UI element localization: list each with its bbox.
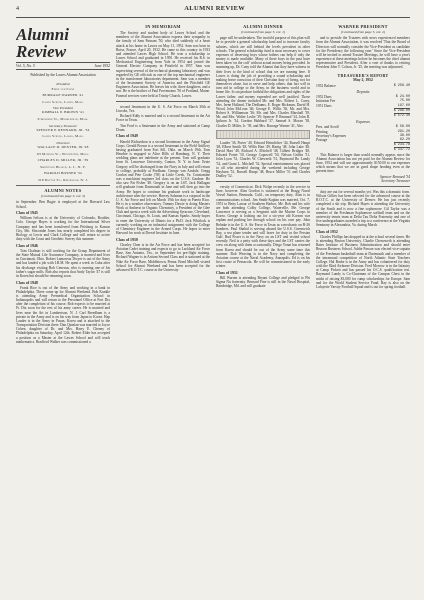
officer-name: WALLACE D. DEXTER, JR '28 [37, 144, 89, 149]
row-label: 1951 Dues [316, 103, 332, 108]
page-number: 4 [16, 6, 20, 12]
alumni-notes-title: ALUMNI NOTES [44, 188, 82, 194]
class-notes [216, 271, 310, 289]
class-note-text: William Ivilson is at the University of Colorado, Boulder, Colo. George Hayes is working for the International Silver Company and has been transferred from Pittsburg to Kansas City, Mo. Slocombe Jones has nearly completed his degree in Biology at Lewis and Clark College and will return to active duty with the Coast and Geodetic Survey this summer. [16, 216, 110, 242]
officer-entry [16, 152, 110, 156]
officers-list [16, 82, 110, 182]
officer-name: 218 Dayton St., Ridgewood, N. J. [37, 177, 89, 182]
officer-entry [16, 117, 110, 121]
officer-name: Eddie von Cline [51, 86, 75, 91]
continued-note: (Continued from page 5, col. 2) [340, 30, 386, 35]
officer-entry [16, 106, 110, 114]
memoriam-title: IN MEMORIAM [145, 24, 181, 29]
divider [16, 185, 110, 186]
issue-date: June 1952 [94, 64, 110, 68]
officer-role: Vice President [52, 106, 74, 111]
row-amount: 291.20 [397, 129, 410, 134]
row-amount: 197.00 [397, 103, 410, 108]
signature: Spencer Rennard '34 Secretary-Treasurer [380, 174, 410, 183]
officer-role: President [56, 82, 70, 87]
officer-entry [16, 134, 110, 138]
officer-name: Lawes School, Lawes, Mass. [42, 134, 84, 139]
volume: Vol. 5, No. 5 [16, 64, 35, 68]
row-amount: 38.00 [399, 133, 410, 138]
officer-entry [16, 178, 110, 182]
class-heading: Class of 1950 [116, 237, 138, 242]
officer-name: CHARLES D. MILLER, JR. '39 [37, 158, 89, 163]
class-note-text: Tom Chalmac is still working for the Group Department of the State Mutual Life Assurance Company, is married and lives in Cincinnati, Ohio. Robert Lamoreux Dwyer is out of the Army and has landed a job with I.B.M. He spent a week in Cuba after his discharge visiting Bob Cenerun, who is running one of his father's sugar mills. Bob also reports that Andy Taylor '47 is still in Korea but should be returning soon. [16, 248, 110, 278]
volume-line [16, 62, 110, 70]
officer-entry [16, 93, 110, 97]
column-1 [16, 22, 110, 600]
officer-entry [16, 124, 110, 132]
report-row [316, 113, 410, 118]
dinner-text: page will be undertaken. The twofold purpose of this plan will be to provide a general scholarship fund and to increase faculty salaries, which are still behind the levels prevalent in other schools. The general scholarship fund is most necessary to cover expenses of deserving boys whose fathers can help if only the money is made available. Many of these boys in the past have been taken 'on the cuff' without actual money being provided. In summing up, Dr. Cuny told the Alumni that they have witness in their lives to the kind of school that we are running here. If Lawes is doing the job of providing a sound scholarship and making brave conscious of their Christian duty of living, not for themselves alone, but to serve and help others, that fact will in turn aid in college to the Army, in the business world and in home life. It can produce faithful the obligations and rights of the Lawes father, and money expended are well justified. Those attending the dinner included Mr. and Mrs. Robert L. Carey, Mrs. Irene Holland, The Dedhams, E. Roger Hickman, David H. Wood, John McLean '46; George E. Willis '36, Mr. and Mrs. Robert S. Williamson '36; Mr. and Mrs. Charles Marshall '39, Mr. and Mrs. Walter Leslie '39; Spencer P. Rennard '34, John R. Ipthorn Jr. '34, Gordon Hubbard '37, Samuel S. Moran '38, Charles D. Miller, Jr. '39, and Mrs. Burrage Warner '41, Alec [216, 36, 310, 128]
report-subheading: Expenses [356, 120, 370, 125]
class-heading: Class of 1951 [216, 270, 238, 275]
class-note-text: Harold Richardson is a second lieutenant in the Army Signal Corps. Gerald Brown is a second lieutenant in the Field Artillery having graduated from Fort Sill, Okla. on March 19th. Tom Hendrie is engaged to Alice Hills of Hamburg, N. Y. Their wedding plans are indefinite at the present. Tom will graduate from St. Lawrence University, Canton, N. Y. in June. Ernie Gregory will be discharged from the Navy in July and will return to college, probably at Fordham. George van Arsdale, Gregg Conlon and Pete Cooke ('50) at Little Creek, Va. Constantine was a machinist engineer 3rd class on the U.S.S. Gardner. He also saw Pat Fisher '48. Gregory is on an LST. Jack Hallagan will graduate from Dartmouth in June and will then go into the Army. He hopes to continue his graduate work in landscape architecture after the service. Harvey Salsman is a corporal in the U. S. Air Force and left on March 19th for duty in Puerto Rico. He is in a weather observatory. Tommy Dawie is doing Masters Work at Amherst in Organic Chemistry, a President of the Glee Club and spent a week with the Advertising Syracuse, Cleveland, Cincinnati, Chicago, St. Louis, and Kansas Sparks. Sandy hopes to enter the University of Illinois for a Ph.D. Jack Whitlock is currently working on an industrial assignment with the College of Chemistry Engineer in the Armed Corps. He hopes to enter Harvard for work at Drexel Institute in June. [116, 139, 210, 236]
divider [216, 181, 310, 182]
row-label: 1952 Dues [316, 95, 332, 100]
report-row [316, 84, 410, 88]
class-heading: Class of 1946 [16, 243, 38, 248]
class-notes [316, 230, 410, 289]
row-amount: 82.20 [399, 138, 410, 143]
row-amount: $ 572.30 [393, 114, 410, 119]
class-notes [116, 134, 210, 272]
report-sections [316, 84, 410, 153]
row-label: Initiation Fee [316, 99, 336, 104]
row-amount: $ 337.72 [393, 148, 410, 153]
report-subheading: Deposits [356, 90, 370, 95]
officer-name: Lawes School, Lawes, Mass. [42, 99, 84, 104]
class-heading: Class of 1952 [316, 229, 338, 234]
officer-entry [16, 82, 110, 90]
row-amount: $ 58.00 [395, 125, 410, 130]
class-heading: Class of 1949 [116, 134, 138, 139]
dinner-attendees: Lauder '36, Porter '40, Edward Heimlicher '44, Russell Haupt '48, Elbert Smith '48, Willis Hart '49, Hartig '48, John Lake '48, David Hart '48, Richard A. Mitchell '48, Gilbert Bridges '48, Edward Porter '50, George Capowell '50, Nelson Griffin '51, John Lyon '51, Charles W. Chewerth '51, Raymond Bo Lundy '52, and Grant L. Mitchell '52. Special entertainment was placed to all who attended during the weekend including George Hayburn '51, Russell Haupt '48, Bruce Miller '51 and Charles Dudley '52. [216, 140, 310, 178]
note-paragraph: Tim Ford is a lieutenant in the Army and stationed at Camp Drum. [116, 123, 210, 132]
officer-role: Directors [56, 140, 70, 145]
class-heading: Class of 1945 [16, 211, 38, 216]
row-amount: $ 296.00 [393, 108, 410, 113]
officer-name: HAROLD BOSNER '34 [44, 171, 82, 176]
warner-title: WARNER PRESIDENT [338, 24, 388, 29]
notes-intro: in September. Ben Bugie is employed at the Harvard Law School. [16, 200, 110, 209]
photo-caption-strip [216, 130, 310, 139]
row-amount: $ 256.40 [393, 83, 410, 88]
treasurer-report [316, 74, 410, 153]
class-note-text: Bill Warren is attending Bryant College and pledged to Phi Sigma Nu fraternity. Bernard Fine is still in the Naval Hospital, Bainbridge, Md. and will graduate [216, 275, 310, 289]
row-label: Postage [316, 138, 328, 143]
officer-entry [16, 158, 110, 162]
class-note-text: Frank Rice is out of the Army and working in a bank in Philadelphia. There come up for Alumni Weekend. Bob Kunkle is attending Army Premedical Organization School in Indianapolis and will return to the Personnel Office at Fort Dix after the completion of his course. Bob expects to be married at Ft. Dix soon for the rest of his army career. He is married and lives near the Art in Lambertson, N. J. Carl Breedham is a private in the Army and is on his way from Japan to Korea. Hap Lauder is in the Army in Pusan, Korea and is attached to the Transportation Division there. Dan Quinlan was married to Joyce Cohen, daughter of Dr. and Mrs. Harry E. Cheney of Philadelphia on Saturday, April 12th. Robert Elder has accepted a position as a Master at the Lawes School and will teach mathematics. Bradford Walker was commissioned a [16, 285, 110, 344]
officer-role: Secretary-Treasurer [49, 123, 77, 128]
column-3 [216, 22, 310, 600]
publisher-note: Published by the Lawes Alumni Association [30, 73, 96, 78]
warner-text: and to provide the Trustees with news experienced members from the Alumni Association, it was resolved 'That the Board of Directors will normally consider the Vice-President as candidate for the Presidency the following year.' Since the Vice-President will be invited to attend Trustee Meetings, he will have a year's experience at these meetings before he becomes the chief alumni representative and President. After a vote of thanks to retiring President John T. Colson, Jr. '25, the meeting was adjourned. [316, 36, 410, 70]
row-amount: $ 234.78 [393, 143, 410, 148]
column-2 [116, 22, 210, 600]
masthead: Alumni Review [16, 25, 69, 61]
row-label: Pres. and Scroll [316, 125, 339, 130]
paragraphs [116, 105, 210, 132]
class-heading: Class of 1948 [16, 280, 38, 285]
notes-continued: duty are out for several months yet. Was this a dramatic form. Wilson Gillies has been selected for the advanced course at the R.O.T.C. at the University of Denver. He has just recently completed a ski trip. Richard Hayes is attending the University of the South and is now a fine sophomore. Gil Taylor was a member of the Freshman Sophomore softball team and on the university tennis team at Delta Tau Delta Fraternity and one of five undergraduates awarded a trip to a conference at the Virginia Seminary in Alexandria, Va. during March. [316, 189, 410, 228]
continued-note: (Continued from page 5, col. 1) [240, 30, 286, 35]
row-label: 1952 Balance [316, 83, 336, 88]
class-note-text: Charley Chen is in the Air Force and has been accepted for Aviation Cadet training and expects to go to Lackland Air Force Base, San Antonio, Tex., in September for pre-flight training. Richard Wagner is in Artium Second Class and is stationed at the Nike Air Force Base, Middletown, Penna. Bond Mitchell visited School for Alumni Weekend and has been accepted for the advanced R.O.T.C. course at the University [116, 242, 210, 272]
officer-name: KIMBALL P. BROWN '41 [41, 110, 85, 115]
publication-title: ALUMNI REVIEW [184, 5, 246, 12]
row-label: Printing [316, 129, 328, 134]
officer-name: SPENCER P. RENNARD, JR. '34 [36, 127, 90, 132]
memoriam-text: The Society and student body of Lawes School and the members of the Alumni Association express their sympathy to the family of Sam Putnam '50, who died suddenly of a heart attack at his home in Lawes on May 11, 1952. Sam was born in Boise, France, April 20, 1932. He came to this country in 1933 and attended Lawes High School. He won a scholarship to Lawes School and graduated in 1950. He received his B.S. in Mechanical Engineering from Yale in 1954 and joined the General Electric Company in Pittsfield in 1957. Sam was supervising several of the technical planning laboratory and was regarded by GE officials as one of the top mechanical engineers in the transformer laboratories department. Sam was a member of the Instrument Society of America and the Pittsfield GE Engineers Association. He leaves his wife, three daughters, and a son. He is the brother of Paul Provenzano '50 of Portland, Maine. Funeral services were held at Trinity Church, Lawes. [116, 31, 210, 98]
report-note: This Balance is larger than would normally appear, since the Alumni Association has not yet paid for the Alumni Review for June, 1952 and will use approximately $150.00 to our expenses which means that we are in good shape heading even at the present time. [316, 152, 410, 174]
note-paragraph: Richard Eddy is married and is a second lieutenant in the Air Force in Texas. [116, 114, 210, 123]
officer-name: BURRAGE WARNER '41 [42, 93, 84, 98]
officer-entry [16, 141, 110, 149]
report-title: TREASURER'S REPORT [337, 72, 389, 78]
officer-name: 63 Madison St., Winchester, Mass. [37, 151, 89, 156]
row-label: Secretary's Expenses [316, 133, 347, 138]
officer-entry [16, 165, 110, 169]
divider [116, 101, 210, 102]
continued-note: (Continued from page 3, col. 3) [40, 194, 86, 199]
row-amount: 75.00 [399, 99, 410, 104]
officer-name: Smithtown Branch, L. I., N. Y. [40, 164, 86, 169]
class-notes [16, 211, 110, 344]
dinner-title: ALUMNI DINNER [243, 24, 283, 29]
note-paragraph: second lieutenant in the U. S. Air Force on March 30th at Lincoln, Tex. [116, 104, 210, 113]
notes-continued: versity of Connecticut. Dick Wolpe recently in the service in June, however. Alan Gordon is stationed at the Bragg Naval Vessel Station, Bermuda, Calif., on temporary duty. Alan is in communications school. Jim Smith-Kaplan was married, Oct. 7, 1951 to Betty Latour of Southern Harbor, Me. Bob and his wife are both attending Colby College, Waterville, Me. George Lawrence is serving as a Sergeant with the Marine Corps in Korea. George is looking out for a six-year old Korean war orphan and pushing her through school on his own pay. John Behnke is in the U. S. Air Force in Texas as a mechanic on B-26 bombers. Paul Shahid is serving aboard the U.S.S. Greenwich Bay, a sea plane tender and will leave for duty in the Persian Gulf. Bud Fisser is in the Navy on an LST and visited school recently. Neil is a petty with these days and the LST carries the crew on along with them occasionally. Diego Yonai has returned from Korea and should be out of the Army some time this summer. Bob Weaving is in the Navy and completing the Aviation course at the Naval Academy, Annapolis. Ed is on his first cruise at Pensacola. He will be commissioned in the early winter. [216, 185, 310, 269]
column-4 [316, 22, 410, 600]
officer-name: 9 Gelburn St., Marblehead, Mass. [37, 117, 89, 122]
row-amount: $ 24.00 [395, 95, 410, 100]
officer-entry [16, 171, 110, 175]
running-head [16, 5, 410, 18]
class-note-text: Charles Phillips has dropped in at the school several times. He is attending Boston University. Charlie Chenoweth is attending Bates Institute of Business Administration and should enter Beacon Business School. Addie Passon was elected vice-captain of the Freshman basketball team at Dartmouth and a member of the intramural competition of North Atlantic State Teachers College. Hal Burke is in the Army and has volunteered for duty with the 82nd Airborne Division. Fred Morrow is in the Infantry at Camp Pickett and has passed his O.C.S. qualification test. Raymond Lundy is Co-Chairman of the Campus Chest in the midst of raising $3,000 for camp scholarships for Europe. Sam and for the World Student Service Fund. Ray is also on the Lafayette Varsity Football Squad and is out for spring football. [316, 234, 410, 289]
divider [316, 186, 410, 187]
officer-entry [16, 100, 110, 104]
report-date: May 2, 1952 [353, 77, 373, 82]
